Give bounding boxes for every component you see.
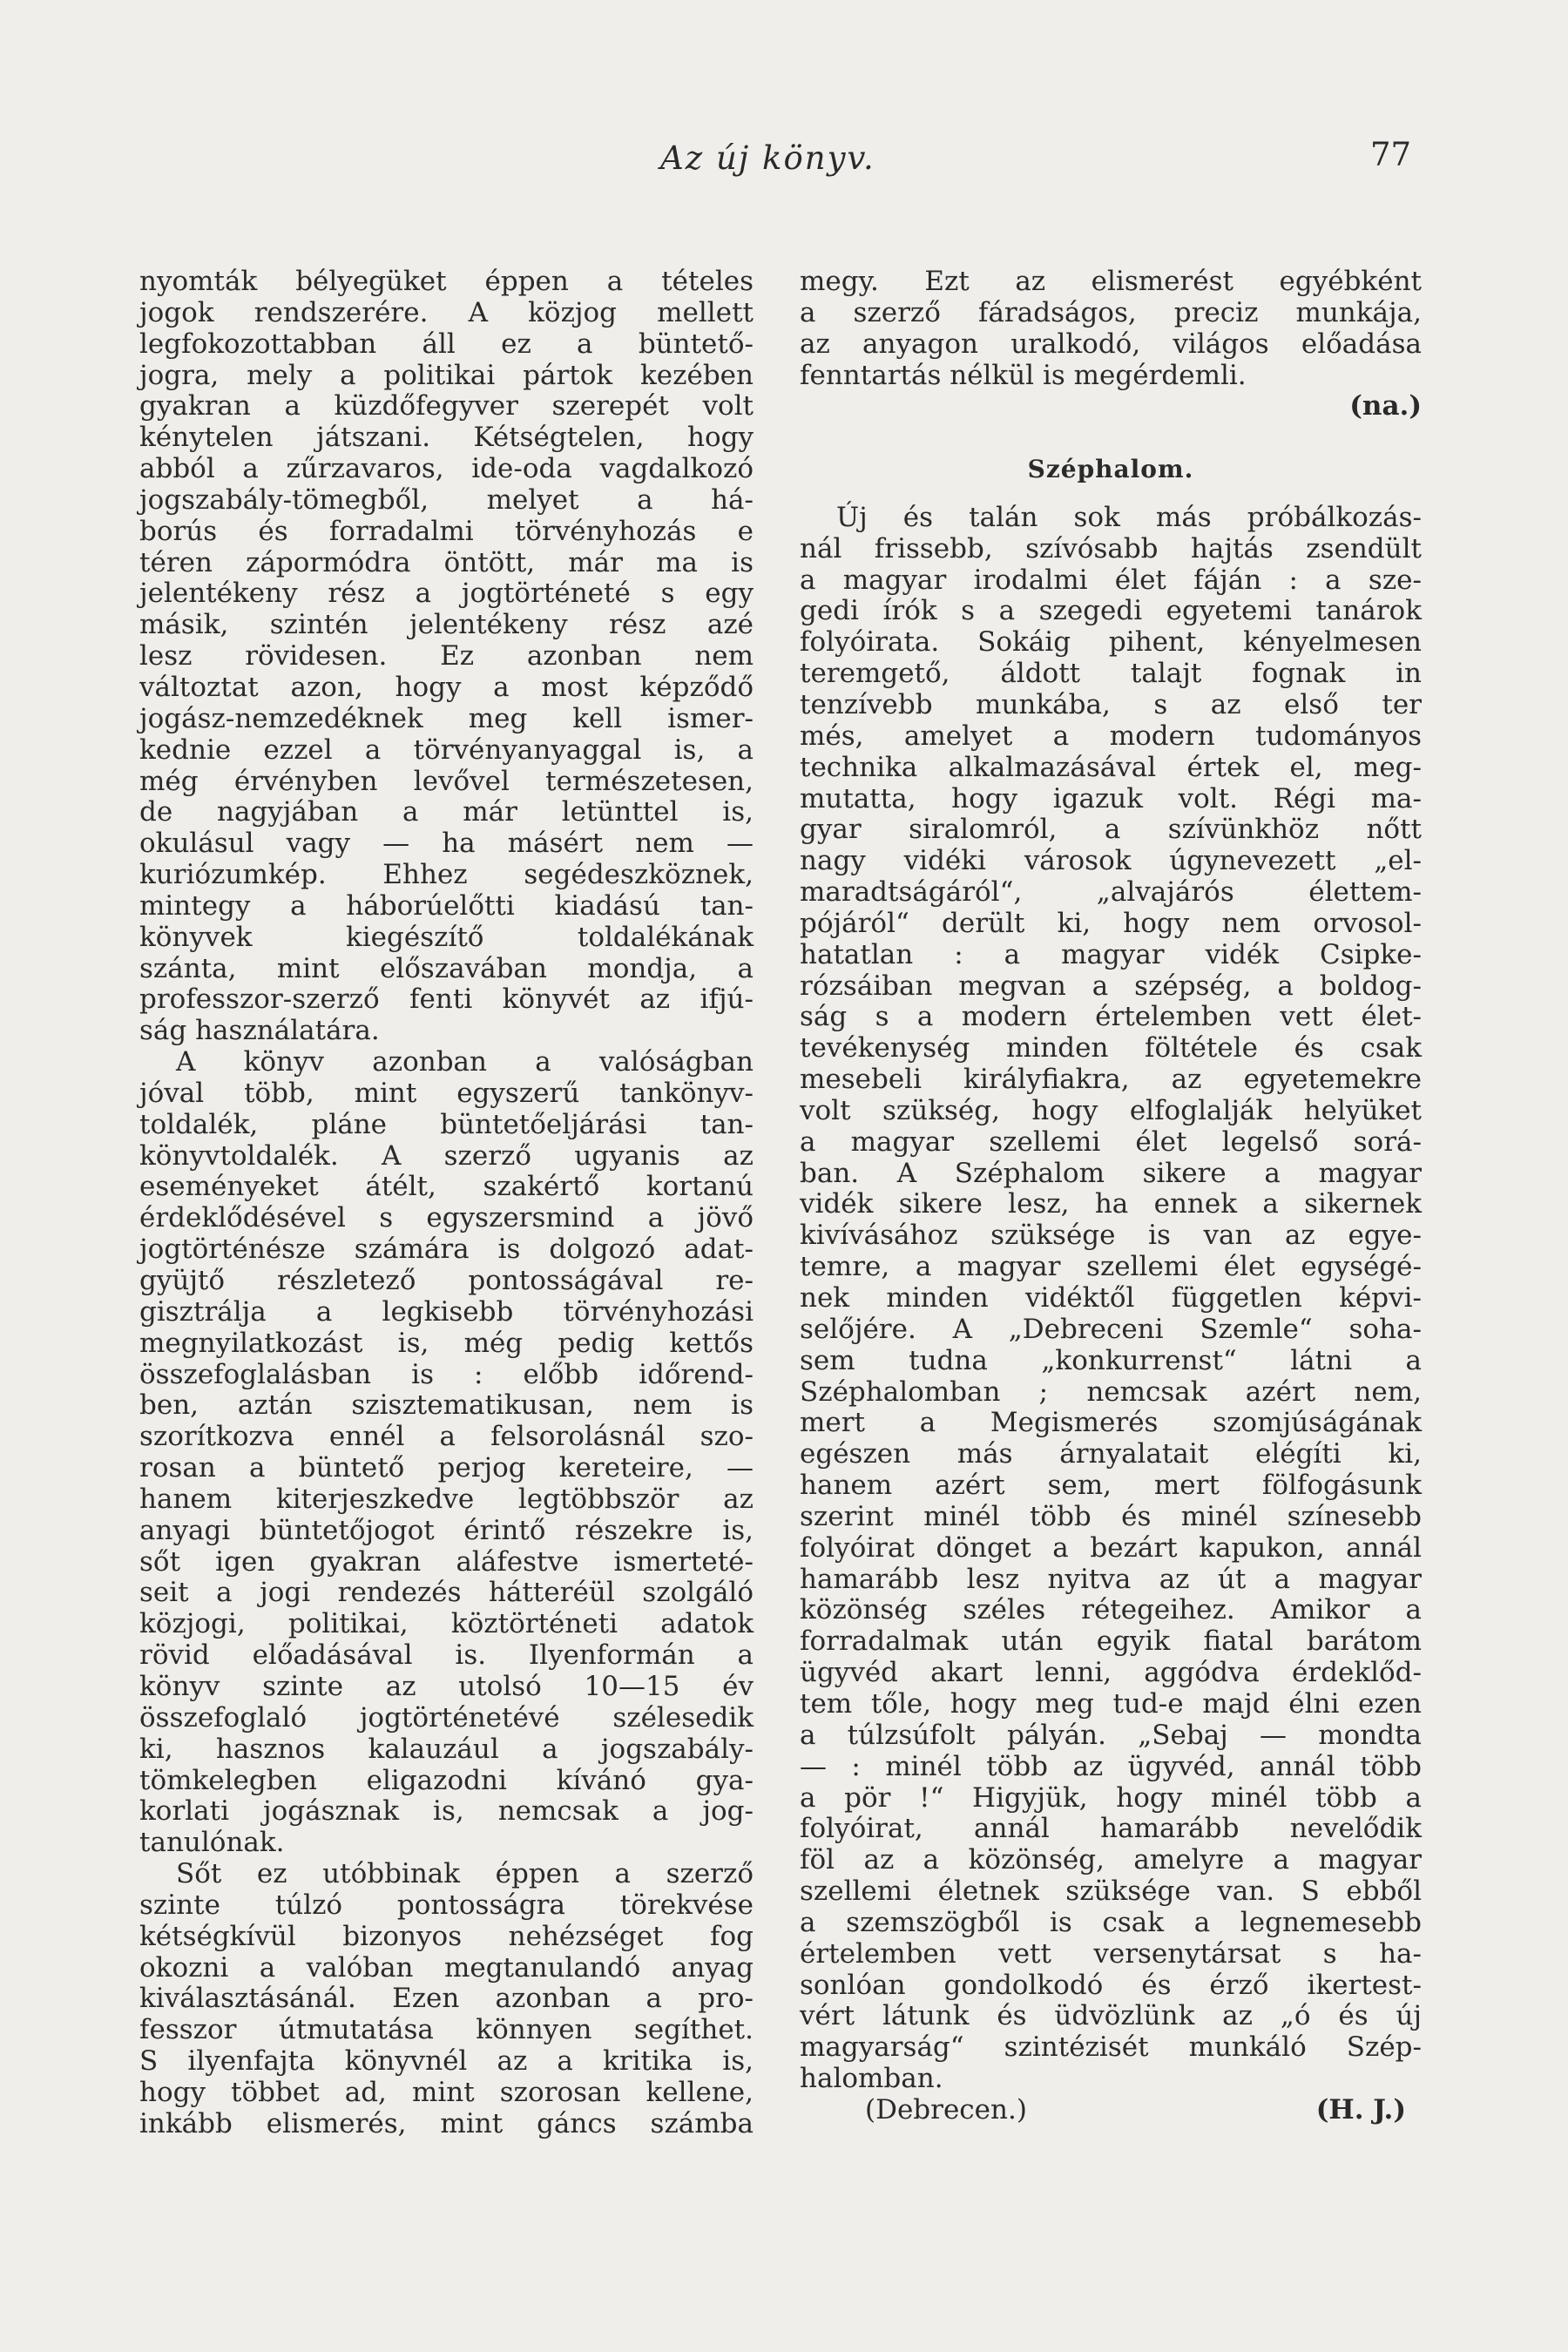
text-line: jelentékeny rész a jogtörténeté s egy [139,578,754,610]
text-line: másik, szintén jelentékeny rész azé [139,609,754,641]
text-line: nál frissebb, szívósabb hajtás zsendült [800,532,1422,564]
text-line: nek minden vidéktől független képvi- [800,1282,1422,1314]
text-line: eseményeket átélt, szakértő kortanú [139,1171,754,1203]
text-line: könyvek kiegészítő toldalékának [139,921,754,953]
section-gap [800,422,1422,454]
text-line: rózsáiban megvan a szépség, a boldog- [800,970,1422,1002]
text-line: mutatta, hogy igazuk volt. Régi ma- [800,782,1422,814]
text-line: més, amelyet a modern tudományos [800,720,1422,752]
text-line: Új és talán sok más próbálkozás- [836,501,1422,533]
text-line: ben, aztán szisztematikusan, nem is [139,1389,754,1422]
text-line: S ilyenfajta könyvnél az a kritika is, [139,2045,754,2078]
section-heading: Széphalom. [1027,455,1194,484]
closing-signature: (H. J.) [1315,2093,1406,2126]
text-line: volt szükség, hogy elfoglalják helyüket [800,1094,1422,1126]
text-line: a túlzsúfolt pályán. „Sebaj — mondta [800,1719,1422,1751]
text-line: tem tőle, hogy meg tud-e majd élni ezen [800,1687,1422,1720]
text-line: rosan a büntető perjog kereteire, — [139,1452,754,1484]
text-line: kiválasztásánál. Ezen azonban a pro- [139,1983,754,2015]
text-line: hamarább lesz nyitva az út a magyar [800,1563,1422,1595]
text-line: ki, hasznos kalauzául a jogszabály- [139,1733,754,1765]
text-line: tevékenység minden föltétele és csak [800,1032,1422,1064]
text-line: szorítkozva ennél a felsorolásnál szo- [139,1421,754,1453]
text-line: kivívásához szüksége is van az egye- [800,1220,1422,1252]
text-line: megnyilatkozást is, még pedig kettős [139,1327,754,1359]
text-line: ság s a modern értelemben vett élet- [800,1001,1422,1033]
text-line: tenzívebb munkába, s az első ter [800,688,1422,720]
text-line: nyomták bélyegüket éppen a tételes [139,266,754,297]
text-line: könyv szinte az utolsó 10—15 év [139,1670,754,1702]
text-line: jóval több, mint egyszerű tankönyv- [139,1077,754,1109]
text-line: rövid előadásával is. Ilyenformán a [139,1639,754,1672]
text-line: jogok rendszerére. A közjog mellett [139,296,754,328]
text-line: abból a zűrzavaros, ide-oda vagdalkozó [139,453,754,485]
text-line: gedi írók s a szegedi egyetemi tanárok [800,595,1422,627]
text-line: értelemben vett versenytársat s ha- [800,1937,1422,1970]
text-line: a magyar irodalmi élet fáján : a sze- [800,564,1422,596]
text-line: föl az a közönség, amelyre a magyar [800,1844,1422,1876]
text-line: jogra, mely a politikai pártok kezében [139,359,754,391]
page-number: 77 [1370,136,1412,173]
text-line: ban. A Széphalom sikere a magyar [800,1157,1422,1189]
text-line: tömkelegben eligazodni kívánó gya- [139,1764,754,1796]
text-line: ügyvéd akart lenni, aggódva érdeklőd- [800,1657,1422,1689]
running-title: Az új könyv. [660,139,875,177]
text-line: változtat azon, hogy a most képződő [139,671,754,703]
text-line: nagy vidéki városok úgynevezett „el- [800,845,1422,877]
text-line: — : minél több az ügyvéd, annál több [800,1750,1422,1782]
running-header [0,132,1568,185]
text-line: pójáról“ derült ki, hogy nem orvosol- [800,907,1422,939]
text-line: technika alkalmazásával értek el, meg- [800,751,1422,783]
closing-place: (Debrecen.) [865,2093,1027,2126]
text-line: hanem kiterjeszkedve legtöbbször az [139,1483,754,1515]
text-line: jogtörténésze számára is dolgozó adat- [139,1233,754,1266]
text-line: fenntartás nélkül is megérdemli. [800,359,1247,391]
text-line: összefoglaló jogtörténetévé szélesedik [139,1701,754,1734]
text-line: jogász-nemzedéknek meg kell ismer- [139,702,754,734]
text-line: szinte túlzó pontosságra törekvése [139,1889,754,1921]
text-line: mintegy a háborúelőtti kiadású tan- [139,889,754,922]
text-line: okulásul vagy — ha másért nem — [139,828,754,860]
text-line: de nagyjában a már letünttel is, [139,796,754,828]
text-line: szerint minél több és minél színesebb [800,1500,1422,1532]
text-line: kuriózumkép. Ehhez segédeszköznek, [139,859,754,891]
text-line: seit a jogi rendezés hátteréül szolgáló [139,1577,754,1609]
text-line: sőt igen gyakran aláfestve ismerteté- [139,1545,754,1578]
text-line: érdeklődésével s egyszersmind a jövő [139,1202,754,1234]
text-line: folyóirat, annál hamarább nevelődik [800,1813,1422,1845]
text-line: mesebeli királyfiakra, az egyetemekre [800,1064,1422,1096]
text-line: temre, a magyar szellemi élet egységé- [800,1251,1422,1283]
text-line: maradtságáról“, „alvajárós élettem- [800,876,1422,909]
text-line: közjogi, politikai, köztörténeti adatok [139,1608,754,1640]
review-signature: (na.) [1349,390,1422,422]
text-line: toldalék, pláne büntetőeljárási tan- [139,1108,754,1140]
text-line: Sőt ez utóbbinak éppen a szerző [176,1858,754,1890]
text-line: gisztrálja a legkisebb törvényhozási [139,1295,754,1328]
text-line: sem tudna „konkurrenst“ látni a [800,1344,1422,1376]
text-line: egészen más árnyalatait elégíti ki, [800,1438,1422,1470]
text-line: a szerző fáradságos, preciz munkája, [800,296,1422,328]
text-line: tanulónak. [139,1827,285,1859]
text-line: folyóirata. Sokáig pihent, kényelmesen [800,626,1422,659]
text-line: jogszabály-tömegből, melyet a há- [139,483,754,516]
text-line: lesz rövidesen. Ez azonban nem [139,640,754,672]
text-line: vért látunk és üdvözlünk az „ó és új [800,2000,1422,2032]
text-line: anyagi büntetőjogot érintő részekre is, [139,1514,754,1546]
text-line: könyvtoldalék. A szerző ugyanis az [139,1139,754,1172]
text-line: mert a Megismerés szomjúságának [800,1407,1422,1439]
section-gap-2 [800,485,1422,503]
text-line: A könyv azonban a valóságban [176,1046,754,1078]
text-line: a magyar szellemi élet legelső sorá- [800,1125,1422,1158]
text-line: kétségkívül bizonyos nehézséget fog [139,1920,754,1952]
review-paragraph [800,267,1422,391]
text-line: szellemi életnek szüksége van. S ebből [800,1876,1422,1908]
text-line: még érvényben levővel természetesen, [139,765,754,797]
text-line: sonlóan gondolkodó és érző ikertest- [800,1969,1422,2001]
text-line: borús és forradalmi törvényhozás e [139,515,754,547]
text-line: vidék sikere lesz, ha ennek a sikernek [800,1188,1422,1220]
text-line: inkább elismerés, mint gáncs számba [139,2107,754,2139]
text-line: gyakran a küzdőfegyver szerepét volt [139,390,754,422]
closing-row [800,2095,1422,2126]
text-line: okozni a valóban megtanulandó anyag [139,1951,754,1984]
text-line: halomban. [800,2063,943,2095]
text-line: szánta, mint előszavában mondja, a [139,952,754,984]
section-paragraph [800,503,1422,2095]
text-line: gyar siralomról, a szívünkhöz nőtt [800,814,1422,846]
right-column [800,267,1422,2126]
text-line: kednie ezzel a törvényanyaggal is, a [139,733,754,766]
text-line: fesszor útmutatása könnyen segíthet. [139,2014,754,2046]
text-line: hanem azért sem, mert fölfogásunk [800,1470,1422,1502]
text-line: gyüjtő részletező pontosságával re- [139,1265,754,1296]
text-line: a pör !“ Higyjük, hogy minél több a [800,1781,1422,1814]
text-line: a szemszögből is csak a legnemesebb [800,1906,1422,1938]
text-line: az anyagon uralkodó, világos előadása [800,328,1422,360]
text-line: Széphalomban ; nemcsak azért nem, [800,1375,1422,1408]
text-line: selőjére. A „Debreceni Szemle“ soha- [800,1313,1422,1345]
text-line: kénytelen játszani. Kétségtelen, hogy [139,422,754,454]
text-line: forradalmak után egyik fiatal barátom [800,1625,1422,1658]
text-line: ság használatára. [139,1015,380,1047]
text-line: téren zápormódra öntött, már ma is [139,546,754,578]
text-line: legfokozottabban áll ez a büntető- [139,328,754,360]
text-line: közönség széles rétegeihez. Amikor a [800,1594,1422,1626]
text-line: magyarság“ szintézisét munkáló Szép- [800,2031,1422,2064]
text-line: folyóirat dönget a bezárt kapukon, annál [800,1531,1422,1564]
text-line: összefoglalásban is : előbb időrend- [139,1358,754,1390]
left-column [139,267,754,2140]
text-line: professzor-szerző fenti könyvét az ifjú- [139,983,754,1016]
text-line: teremgető, áldott talajt fognak in [800,658,1422,690]
text-line: hogy többet ad, mint szorosan kellene, [139,2076,754,2108]
text-line: hatatlan : a magyar vidék Csipke- [800,938,1422,970]
text-line: korlati jogásznak is, nemcsak a jog- [139,1795,754,1828]
text-line: megy. Ezt az elismerést egyébként [800,266,1422,297]
